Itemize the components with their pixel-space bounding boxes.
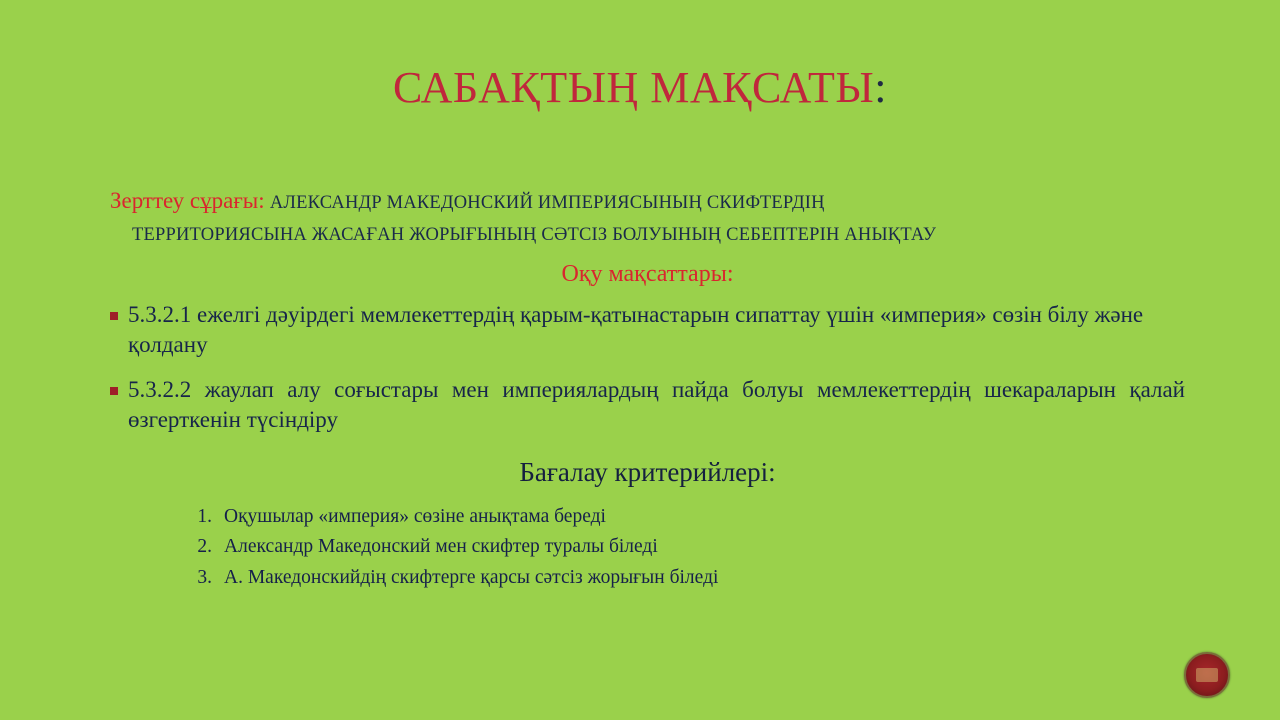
criteria-number: 2.	[197, 536, 212, 558]
criteria-text: А. Македонскийдің скифтерге қарсы сәтсіз жорығын біледі	[224, 566, 719, 588]
criteria-number: 3.	[197, 566, 212, 588]
list-item	[110, 300, 1185, 361]
objective-text: 5.3.2.2 жаулап алу соғыстары мен империялардың пайда болуы мемлекеттердің шекараларын қалай өзгерткенін түсіндіру	[128, 376, 1185, 432]
page-title-text: САБАҚТЫҢ МАҚСАТЫ	[392, 63, 875, 112]
list-item	[180, 563, 1185, 593]
research-question-label: Зерттеу сұрағы:	[110, 188, 265, 213]
logo-badge-icon	[1184, 652, 1230, 698]
page-title-colon: :	[874, 63, 888, 112]
list-item	[180, 502, 1185, 532]
research-question-line	[110, 185, 1185, 217]
research-question-text-2: ТЕРРИТОРИЯСЫНА ЖАСАҒАН ЖОРЫҒЫНЫҢ СӘТСІЗ БОЛУЫНЫҢ СЕБЕПТЕРІН АНЫҚТАУ	[132, 224, 937, 245]
page-title	[0, 62, 1280, 113]
objective-text: 5.3.2.1 ежелгі дәуірдегі мемлекеттердің қарым-қатынастарын сипаттау үшін «империя» сөзін білу және қолдану	[128, 301, 1144, 358]
objectives-heading: Оқу мақсаттары:	[561, 260, 734, 287]
criteria-text: Оқушылар «империя» сөзіне анықтама береді	[224, 506, 606, 528]
criteria-heading: Бағалау критерийлері:	[519, 457, 776, 488]
list-item	[180, 532, 1185, 562]
square-bullet-icon	[110, 387, 118, 395]
criteria-list	[110, 502, 1185, 593]
criteria-number: 1.	[197, 506, 212, 528]
logo-badge-inner	[1196, 668, 1218, 682]
criteria-text: Александр Македонский мен скифтер туралы біледі	[224, 536, 658, 558]
square-bullet-icon	[110, 312, 118, 320]
research-question-text-1: АЛЕКСАНДР МАКЕДОНСКИЙ ИМПЕРИЯСЫНЫҢ СКИФТЕРДІҢ	[269, 193, 825, 213]
list-item	[110, 375, 1185, 436]
slide-content	[110, 185, 1185, 593]
